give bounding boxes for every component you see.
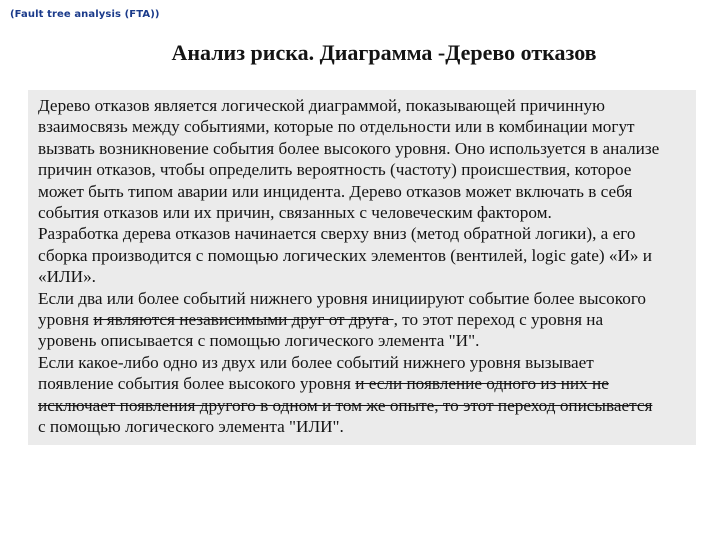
header-label: (Fault tree analysis (FTA)) — [10, 9, 160, 20]
text-line — [38, 309, 698, 330]
text-line: может быть типом аварии или инцидента. Дерево отказов может включать в себя — [38, 181, 633, 201]
text-line: Разработка дерева отказов начинается сверху вниз (метод обратной логики), а его — [38, 224, 636, 244]
text-line: Дерево отказов является логической диаграммой, показывающей причинную — [38, 96, 605, 115]
text-line: причин отказов, чтобы определить вероятность (частоту) происшествия, которое — [38, 160, 632, 180]
text-body — [38, 95, 698, 438]
strikethrough-text: и если появление одного из них не — [355, 374, 609, 394]
slide-title: Анализ риска. Диаграмма -Дерево отказов — [171, 40, 597, 65]
text-line: Если какое-либо одно из двух или более событий нижнего уровня вызывает — [38, 352, 594, 372]
text-line: сборка производится с помощью логических элементов (вентилей, logic gate) «И» и — [38, 245, 652, 265]
text-line: события отказов или их причин, связанных с человеческим фактором. — [38, 203, 552, 223]
text-line: Если два или более событий нижнего уровня инициируют событие более высокого — [38, 288, 647, 308]
strikethrough-text: и являются независимыми друг от друга — [93, 310, 394, 330]
text-line: с помощью логического элемента "ИЛИ". — [38, 417, 344, 437]
text-line: «ИЛИ». — [38, 267, 96, 287]
strikethrough-text: исключает появления другого в одном и том же опыте, то этот переход описывается — [38, 395, 653, 415]
text-line: взаимосвязь между событиями, которые по отдельности или в комбинации могут — [38, 117, 635, 137]
text-line — [38, 395, 698, 416]
text-line: уровень описывается с помощью логического элемента "И". — [38, 331, 480, 351]
text-segment: , то этот переход с уровня на — [393, 310, 604, 330]
text-segment: уровня — [38, 310, 94, 330]
text-segment: появление события более высокого уровня — [38, 374, 356, 394]
text-line: вызвать возникновение события более высокого уровня. Оно используется в анализе — [38, 138, 660, 158]
text-line — [38, 373, 698, 394]
